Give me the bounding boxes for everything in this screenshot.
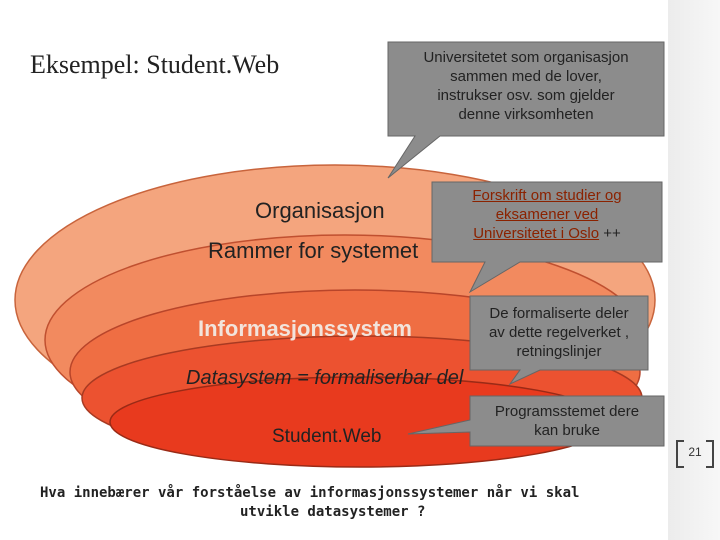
callout-formaliserte-line: av dette regelverket , — [488, 324, 630, 341]
callout-universitet-line: instrukser osv. som gjelder — [437, 87, 615, 104]
label-organisasjon: Organisasjon — [255, 198, 385, 223]
callout-forskrift-line[interactable]: Forskrift om studier og — [472, 187, 622, 204]
bottom-question-line: utvikle datasystemer ? — [240, 504, 426, 520]
callout-formaliserte-text — [472, 304, 646, 361]
callout-forskrift-suffix: ++ — [599, 225, 621, 242]
bottom-question-line: Hva innebærer vår forståelse av informasjonssystemer når vi skal — [40, 485, 580, 501]
callout-programmstemet-line: kan bruke — [534, 422, 600, 439]
callout-formaliserte-line: De formaliserte deler — [489, 305, 629, 322]
callout-universitet-text — [390, 48, 662, 124]
callout-formaliserte-line: retningslinjer — [516, 343, 602, 360]
slide-title: Eksempel: Student.Web — [30, 50, 280, 79]
label-rammer: Rammer for systemet — [208, 238, 419, 263]
label-datasystem: Datasystem = formaliserbar del — [186, 367, 464, 389]
callout-universitet-line: denne virksomheten — [458, 106, 594, 123]
callout-forskrift-line[interactable]: eksamener ved — [495, 206, 599, 223]
label-informasjonssystem: Informasjonssystem — [198, 316, 412, 341]
callout-universitet-line: sammen med de lover, — [450, 68, 602, 85]
page-number: 21 — [688, 445, 702, 459]
callout-programmstemet-text — [472, 402, 662, 440]
callout-universitet-line: Universitetet som organisasjon — [423, 49, 629, 66]
callout-forskrift-text — [436, 186, 658, 243]
callout-forskrift-link[interactable]: Universitetet i Oslo — [473, 225, 600, 242]
bottom-question — [40, 484, 680, 522]
callout-programmstemet-line: Programsstemet dere — [494, 403, 640, 420]
label-studentweb: Student.Web — [272, 426, 382, 447]
